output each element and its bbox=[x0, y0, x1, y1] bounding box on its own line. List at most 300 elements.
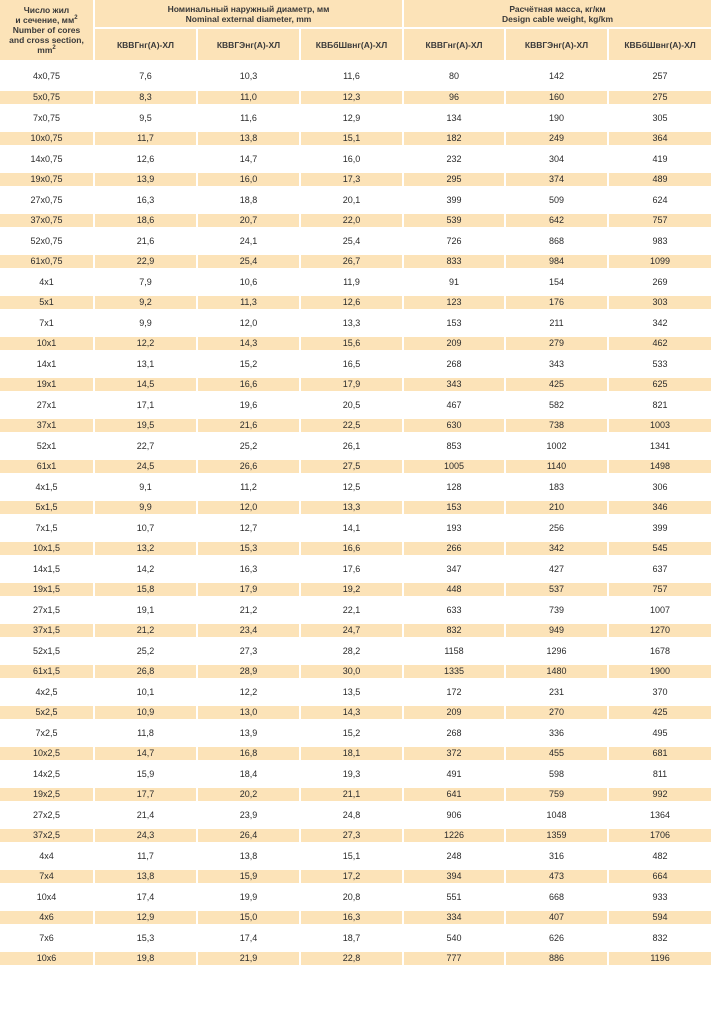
diameter-cell: 14,7 bbox=[95, 747, 198, 760]
diameter-cell: 26,6 bbox=[198, 460, 301, 473]
weight-cell: 1099 bbox=[609, 255, 711, 268]
diameter-cell: 13,0 bbox=[198, 706, 301, 719]
diameter-cell: 11,9 bbox=[301, 268, 404, 296]
table-row bbox=[0, 62, 711, 91]
diameter-cell: 11,2 bbox=[198, 473, 301, 501]
weight-cell: 582 bbox=[506, 391, 609, 419]
core-header-sup1: 2 bbox=[74, 15, 78, 22]
diameter-cell: 10,6 bbox=[198, 268, 301, 296]
diameter-cell: 20,1 bbox=[301, 186, 404, 214]
diameter-cell: 15,2 bbox=[301, 719, 404, 747]
weight-cell: 757 bbox=[609, 583, 711, 596]
diameter-cell: 19,2 bbox=[301, 583, 404, 596]
core-section-cell: 10х4 bbox=[0, 883, 95, 911]
table-row bbox=[0, 227, 711, 255]
core-section-cell: 27х1,5 bbox=[0, 596, 95, 624]
diameter-cell: 16,3 bbox=[301, 911, 404, 924]
core-section-cell: 52х0,75 bbox=[0, 227, 95, 255]
diameter-cell: 12,2 bbox=[95, 337, 198, 350]
weight-cell: 1706 bbox=[609, 829, 711, 842]
core-section-cell: 10х1,5 bbox=[0, 542, 95, 555]
diameter-cell: 19,8 bbox=[95, 952, 198, 965]
core-section-cell: 52х1 bbox=[0, 432, 95, 460]
core-section-cell: 4х2,5 bbox=[0, 678, 95, 706]
diameter-cell: 16,0 bbox=[301, 145, 404, 173]
diameter-cell: 16,5 bbox=[301, 350, 404, 378]
table-row bbox=[0, 473, 711, 501]
weight-cell: 153 bbox=[404, 309, 506, 337]
diameter-cell: 10,1 bbox=[95, 678, 198, 706]
model-header: КВБбШвнг(А)-ХЛ bbox=[301, 29, 404, 62]
diameter-cell: 24,3 bbox=[95, 829, 198, 842]
weight-cell: 91 bbox=[404, 268, 506, 296]
diameter-cell: 15,0 bbox=[198, 911, 301, 924]
weight-cell: 232 bbox=[404, 145, 506, 173]
weight-cell: 1140 bbox=[506, 460, 609, 473]
core-section-cell: 4х0,75 bbox=[0, 62, 95, 91]
core-section-cell: 10х6 bbox=[0, 952, 95, 965]
weight-cell: 275 bbox=[609, 91, 711, 104]
weight-cell: 364 bbox=[609, 132, 711, 145]
weight-cell: 399 bbox=[609, 514, 711, 542]
weight-cell: 347 bbox=[404, 555, 506, 583]
diameter-cell: 15,2 bbox=[198, 350, 301, 378]
weight-cell: 1003 bbox=[609, 419, 711, 432]
weight-cell: 853 bbox=[404, 432, 506, 460]
table-row bbox=[0, 460, 711, 473]
diameter-cell: 16,8 bbox=[198, 747, 301, 760]
diameter-cell: 12,9 bbox=[95, 911, 198, 924]
weight-cell: 625 bbox=[609, 378, 711, 391]
diameter-cell: 9,2 bbox=[95, 296, 198, 309]
diameter-cell: 13,9 bbox=[198, 719, 301, 747]
table-row bbox=[0, 296, 711, 309]
core-section-cell: 19х0,75 bbox=[0, 173, 95, 186]
weight-cell: 759 bbox=[506, 788, 609, 801]
diameter-cell: 13,2 bbox=[95, 542, 198, 555]
model-header: КВБбШвнг(А)-ХЛ bbox=[609, 29, 711, 62]
diameter-cell: 24,5 bbox=[95, 460, 198, 473]
diameter-cell: 16,6 bbox=[198, 378, 301, 391]
weight-cell: 545 bbox=[609, 542, 711, 555]
diameter-cell: 18,1 bbox=[301, 747, 404, 760]
weight-cell: 448 bbox=[404, 583, 506, 596]
diameter-cell: 23,9 bbox=[198, 801, 301, 829]
table-row bbox=[0, 706, 711, 719]
table-row bbox=[0, 665, 711, 678]
core-section-cell: 5х1,5 bbox=[0, 501, 95, 514]
weight-cell: 1359 bbox=[506, 829, 609, 842]
diameter-header-en: Nominal external diameter, mm bbox=[185, 13, 312, 24]
diameter-cell: 13,8 bbox=[198, 842, 301, 870]
diameter-cell: 17,3 bbox=[301, 173, 404, 186]
core-section-cell: 27х0,75 bbox=[0, 186, 95, 214]
diameter-cell: 14,2 bbox=[95, 555, 198, 583]
table-row bbox=[0, 104, 711, 132]
weight-cell: 142 bbox=[506, 62, 609, 91]
weight-cell: 269 bbox=[609, 268, 711, 296]
core-section-cell: 7х1,5 bbox=[0, 514, 95, 542]
diameter-cell: 15,1 bbox=[301, 132, 404, 145]
weight-cell: 533 bbox=[609, 350, 711, 378]
model-header: КВВГЭнг(А)-ХЛ bbox=[506, 29, 609, 62]
core-section-cell: 19х1,5 bbox=[0, 583, 95, 596]
weight-cell: 372 bbox=[404, 747, 506, 760]
weight-cell: 394 bbox=[404, 870, 506, 883]
diameter-cell: 16,3 bbox=[198, 555, 301, 583]
diameter-cell: 26,8 bbox=[95, 665, 198, 678]
weight-cell: 630 bbox=[404, 419, 506, 432]
weight-cell: 304 bbox=[506, 145, 609, 173]
diameter-cell: 12,6 bbox=[301, 296, 404, 309]
table-row bbox=[0, 132, 711, 145]
diameter-cell: 20,2 bbox=[198, 788, 301, 801]
table-row bbox=[0, 391, 711, 419]
diameter-cell: 14,1 bbox=[301, 514, 404, 542]
diameter-cell: 12,0 bbox=[198, 309, 301, 337]
weight-header-ru: Расчётная масса, кг/км bbox=[509, 3, 606, 14]
weight-cell: 1335 bbox=[404, 665, 506, 678]
weight-cell: 739 bbox=[506, 596, 609, 624]
diameter-group-header bbox=[95, 0, 404, 29]
core-section-cell: 52х1,5 bbox=[0, 637, 95, 665]
diameter-cell: 26,4 bbox=[198, 829, 301, 842]
weight-cell: 637 bbox=[609, 555, 711, 583]
diameter-cell: 22,9 bbox=[95, 255, 198, 268]
diameter-cell: 10,9 bbox=[95, 706, 198, 719]
weight-cell: 482 bbox=[609, 842, 711, 870]
weight-cell: 427 bbox=[506, 555, 609, 583]
diameter-cell: 22,5 bbox=[301, 419, 404, 432]
weight-cell: 821 bbox=[609, 391, 711, 419]
diameter-cell: 11,3 bbox=[198, 296, 301, 309]
diameter-cell: 21,2 bbox=[95, 624, 198, 637]
weight-cell: 1900 bbox=[609, 665, 711, 678]
core-section-cell: 7х0,75 bbox=[0, 104, 95, 132]
weight-cell: 626 bbox=[506, 924, 609, 952]
weight-cell: 342 bbox=[506, 542, 609, 555]
weight-cell: 419 bbox=[609, 145, 711, 173]
weight-cell: 933 bbox=[609, 883, 711, 911]
weight-cell: 551 bbox=[404, 883, 506, 911]
diameter-cell: 9,9 bbox=[95, 309, 198, 337]
weight-cell: 1678 bbox=[609, 637, 711, 665]
diameter-cell: 22,0 bbox=[301, 214, 404, 227]
weight-cell: 346 bbox=[609, 501, 711, 514]
weight-cell: 681 bbox=[609, 747, 711, 760]
weight-cell: 539 bbox=[404, 214, 506, 227]
weight-cell: 1007 bbox=[609, 596, 711, 624]
weight-cell: 832 bbox=[609, 924, 711, 952]
diameter-cell: 13,8 bbox=[198, 132, 301, 145]
diameter-cell: 20,8 bbox=[301, 883, 404, 911]
core-header-sup2: 2 bbox=[52, 45, 56, 52]
core-section-cell: 14х1 bbox=[0, 350, 95, 378]
table-row bbox=[0, 842, 711, 870]
weight-cell: 906 bbox=[404, 801, 506, 829]
weight-cell: 123 bbox=[404, 296, 506, 309]
diameter-cell: 13,5 bbox=[301, 678, 404, 706]
weight-cell: 257 bbox=[609, 62, 711, 91]
weight-cell: 1158 bbox=[404, 637, 506, 665]
core-section-cell: 4х1 bbox=[0, 268, 95, 296]
table-row bbox=[0, 350, 711, 378]
core-section-cell: 61х1 bbox=[0, 460, 95, 473]
weight-cell: 664 bbox=[609, 870, 711, 883]
weight-cell: 209 bbox=[404, 706, 506, 719]
diameter-cell: 18,8 bbox=[198, 186, 301, 214]
diameter-cell: 12,7 bbox=[198, 514, 301, 542]
core-header-line2: и сечение, мм bbox=[15, 15, 75, 25]
weight-cell: 491 bbox=[404, 760, 506, 788]
diameter-cell: 24,1 bbox=[198, 227, 301, 255]
table-row bbox=[0, 501, 711, 514]
weight-cell: 1341 bbox=[609, 432, 711, 460]
diameter-cell: 9,5 bbox=[95, 104, 198, 132]
weight-cell: 316 bbox=[506, 842, 609, 870]
diameter-cell: 15,9 bbox=[198, 870, 301, 883]
diameter-cell: 16,3 bbox=[95, 186, 198, 214]
table-row bbox=[0, 637, 711, 665]
table-body bbox=[0, 62, 711, 965]
weight-cell: 336 bbox=[506, 719, 609, 747]
table-row bbox=[0, 747, 711, 760]
core-section-cell: 4х1,5 bbox=[0, 473, 95, 501]
diameter-cell: 18,7 bbox=[301, 924, 404, 952]
table-row bbox=[0, 596, 711, 624]
weight-cell: 455 bbox=[506, 747, 609, 760]
weight-cell: 209 bbox=[404, 337, 506, 350]
table-row bbox=[0, 760, 711, 788]
diameter-cell: 15,9 bbox=[95, 760, 198, 788]
weight-cell: 462 bbox=[609, 337, 711, 350]
core-section-cell: 7х6 bbox=[0, 924, 95, 952]
weight-group-header bbox=[404, 0, 711, 29]
weight-cell: 949 bbox=[506, 624, 609, 637]
table-row bbox=[0, 678, 711, 706]
diameter-cell: 18,4 bbox=[198, 760, 301, 788]
diameter-cell: 10,7 bbox=[95, 514, 198, 542]
core-section-cell: 61х0,75 bbox=[0, 255, 95, 268]
diameter-cell: 13,8 bbox=[95, 870, 198, 883]
diameter-cell: 8,3 bbox=[95, 91, 198, 104]
table-row bbox=[0, 186, 711, 214]
diameter-cell: 12,3 bbox=[301, 91, 404, 104]
diameter-cell: 17,2 bbox=[301, 870, 404, 883]
diameter-header-ru: Номинальный наружный диаметр, мм bbox=[167, 3, 330, 14]
diameter-cell: 22,7 bbox=[95, 432, 198, 460]
core-section-cell: 27х1 bbox=[0, 391, 95, 419]
core-section-cell: 14х1,5 bbox=[0, 555, 95, 583]
weight-header-en: Design cable weight, kg/km bbox=[502, 13, 614, 24]
weight-cell: 537 bbox=[506, 583, 609, 596]
weight-cell: 266 bbox=[404, 542, 506, 555]
weight-cell: 495 bbox=[609, 719, 711, 747]
weight-cell: 399 bbox=[404, 186, 506, 214]
weight-cell: 467 bbox=[404, 391, 506, 419]
weight-cell: 268 bbox=[404, 719, 506, 747]
diameter-cell: 27,3 bbox=[301, 829, 404, 842]
core-section-cell: 10х0,75 bbox=[0, 132, 95, 145]
table-row bbox=[0, 542, 711, 555]
weight-cell: 726 bbox=[404, 227, 506, 255]
table-row bbox=[0, 214, 711, 227]
diameter-cell: 17,4 bbox=[95, 883, 198, 911]
core-section-cell: 61х1,5 bbox=[0, 665, 95, 678]
diameter-cell: 15,1 bbox=[301, 842, 404, 870]
weight-cell: 182 bbox=[404, 132, 506, 145]
diameter-cell: 19,6 bbox=[198, 391, 301, 419]
diameter-cell: 21,2 bbox=[198, 596, 301, 624]
table-row bbox=[0, 788, 711, 801]
weight-cell: 984 bbox=[506, 255, 609, 268]
weight-cell: 668 bbox=[506, 883, 609, 911]
diameter-cell: 21,4 bbox=[95, 801, 198, 829]
table-row bbox=[0, 829, 711, 842]
diameter-cell: 28,9 bbox=[198, 665, 301, 678]
core-section-cell: 37х1,5 bbox=[0, 624, 95, 637]
weight-cell: 128 bbox=[404, 473, 506, 501]
core-section-cell: 19х1 bbox=[0, 378, 95, 391]
diameter-cell: 20,5 bbox=[301, 391, 404, 419]
diameter-cell: 25,2 bbox=[95, 637, 198, 665]
diameter-cell: 24,8 bbox=[301, 801, 404, 829]
diameter-cell: 27,5 bbox=[301, 460, 404, 473]
core-section-cell: 4х4 bbox=[0, 842, 95, 870]
weight-cell: 540 bbox=[404, 924, 506, 952]
model-header: КВВГЭнг(А)-ХЛ bbox=[198, 29, 301, 62]
weight-cell: 489 bbox=[609, 173, 711, 186]
diameter-cell: 11,6 bbox=[198, 104, 301, 132]
diameter-cell: 13,3 bbox=[301, 501, 404, 514]
weight-cell: 425 bbox=[506, 378, 609, 391]
diameter-cell: 13,1 bbox=[95, 350, 198, 378]
weight-cell: 306 bbox=[609, 473, 711, 501]
diameter-cell: 21,1 bbox=[301, 788, 404, 801]
diameter-cell: 19,9 bbox=[198, 883, 301, 911]
table-row bbox=[0, 309, 711, 337]
core-header-line5: mm bbox=[37, 45, 53, 55]
weight-cell: 833 bbox=[404, 255, 506, 268]
weight-cell: 96 bbox=[404, 91, 506, 104]
table-row bbox=[0, 883, 711, 911]
model-header: КВВГнг(А)-ХЛ bbox=[95, 29, 198, 62]
weight-cell: 183 bbox=[506, 473, 609, 501]
core-section-cell: 37х1 bbox=[0, 419, 95, 432]
weight-cell: 176 bbox=[506, 296, 609, 309]
weight-cell: 1196 bbox=[609, 952, 711, 965]
core-section-cell: 7х1 bbox=[0, 309, 95, 337]
diameter-cell: 22,8 bbox=[301, 952, 404, 965]
diameter-cell: 10,3 bbox=[198, 62, 301, 91]
table-row bbox=[0, 624, 711, 637]
diameter-cell: 14,5 bbox=[95, 378, 198, 391]
header-row-groups bbox=[0, 0, 711, 29]
diameter-cell: 15,3 bbox=[95, 924, 198, 952]
diameter-cell: 24,7 bbox=[301, 624, 404, 637]
weight-cell: 374 bbox=[506, 173, 609, 186]
weight-cell: 757 bbox=[609, 214, 711, 227]
weight-cell: 641 bbox=[404, 788, 506, 801]
weight-cell: 886 bbox=[506, 952, 609, 965]
table-row bbox=[0, 911, 711, 924]
weight-cell: 153 bbox=[404, 501, 506, 514]
weight-cell: 160 bbox=[506, 91, 609, 104]
diameter-cell: 14,3 bbox=[301, 706, 404, 719]
diameter-cell: 26,1 bbox=[301, 432, 404, 460]
diameter-cell: 30,0 bbox=[301, 665, 404, 678]
diameter-cell: 9,1 bbox=[95, 473, 198, 501]
weight-cell: 210 bbox=[506, 501, 609, 514]
table-row bbox=[0, 924, 711, 952]
core-header-line1: Число жил bbox=[23, 5, 70, 15]
core-section-cell: 19х2,5 bbox=[0, 788, 95, 801]
weight-cell: 249 bbox=[506, 132, 609, 145]
weight-cell: 473 bbox=[506, 870, 609, 883]
diameter-cell: 14,7 bbox=[198, 145, 301, 173]
weight-cell: 256 bbox=[506, 514, 609, 542]
table-row bbox=[0, 91, 711, 104]
table-row bbox=[0, 255, 711, 268]
weight-cell: 425 bbox=[609, 706, 711, 719]
diameter-cell: 14,3 bbox=[198, 337, 301, 350]
table-row bbox=[0, 378, 711, 391]
weight-cell: 1226 bbox=[404, 829, 506, 842]
table-row bbox=[0, 145, 711, 173]
diameter-cell: 17,9 bbox=[301, 378, 404, 391]
table-row bbox=[0, 952, 711, 965]
weight-cell: 370 bbox=[609, 678, 711, 706]
diameter-cell: 12,9 bbox=[301, 104, 404, 132]
core-section-cell: 7х2,5 bbox=[0, 719, 95, 747]
diameter-cell: 11,6 bbox=[301, 62, 404, 91]
weight-cell: 343 bbox=[506, 350, 609, 378]
core-section-cell: 10х1 bbox=[0, 337, 95, 350]
core-section-cell: 14х2,5 bbox=[0, 760, 95, 788]
diameter-cell: 11,7 bbox=[95, 842, 198, 870]
diameter-cell: 17,1 bbox=[95, 391, 198, 419]
core-section-cell: 10х2,5 bbox=[0, 747, 95, 760]
weight-cell: 992 bbox=[609, 788, 711, 801]
diameter-cell: 28,2 bbox=[301, 637, 404, 665]
weight-cell: 279 bbox=[506, 337, 609, 350]
diameter-cell: 15,3 bbox=[198, 542, 301, 555]
core-section-cell: 27х2,5 bbox=[0, 801, 95, 829]
diameter-cell: 11,0 bbox=[198, 91, 301, 104]
diameter-cell: 13,3 bbox=[301, 309, 404, 337]
core-section-header bbox=[0, 0, 95, 62]
core-section-cell: 5х2,5 bbox=[0, 706, 95, 719]
weight-cell: 172 bbox=[404, 678, 506, 706]
weight-cell: 594 bbox=[609, 911, 711, 924]
core-header-line3: Number of cores bbox=[12, 25, 81, 35]
weight-cell: 1480 bbox=[506, 665, 609, 678]
weight-cell: 270 bbox=[506, 706, 609, 719]
weight-cell: 303 bbox=[609, 296, 711, 309]
weight-cell: 193 bbox=[404, 514, 506, 542]
weight-cell: 1498 bbox=[609, 460, 711, 473]
diameter-cell: 11,7 bbox=[95, 132, 198, 145]
diameter-cell: 15,6 bbox=[301, 337, 404, 350]
weight-cell: 154 bbox=[506, 268, 609, 296]
table-row bbox=[0, 514, 711, 542]
diameter-cell: 12,0 bbox=[198, 501, 301, 514]
weight-cell: 1296 bbox=[506, 637, 609, 665]
weight-cell: 305 bbox=[609, 104, 711, 132]
weight-cell: 983 bbox=[609, 227, 711, 255]
diameter-cell: 21,9 bbox=[198, 952, 301, 965]
weight-cell: 407 bbox=[506, 911, 609, 924]
